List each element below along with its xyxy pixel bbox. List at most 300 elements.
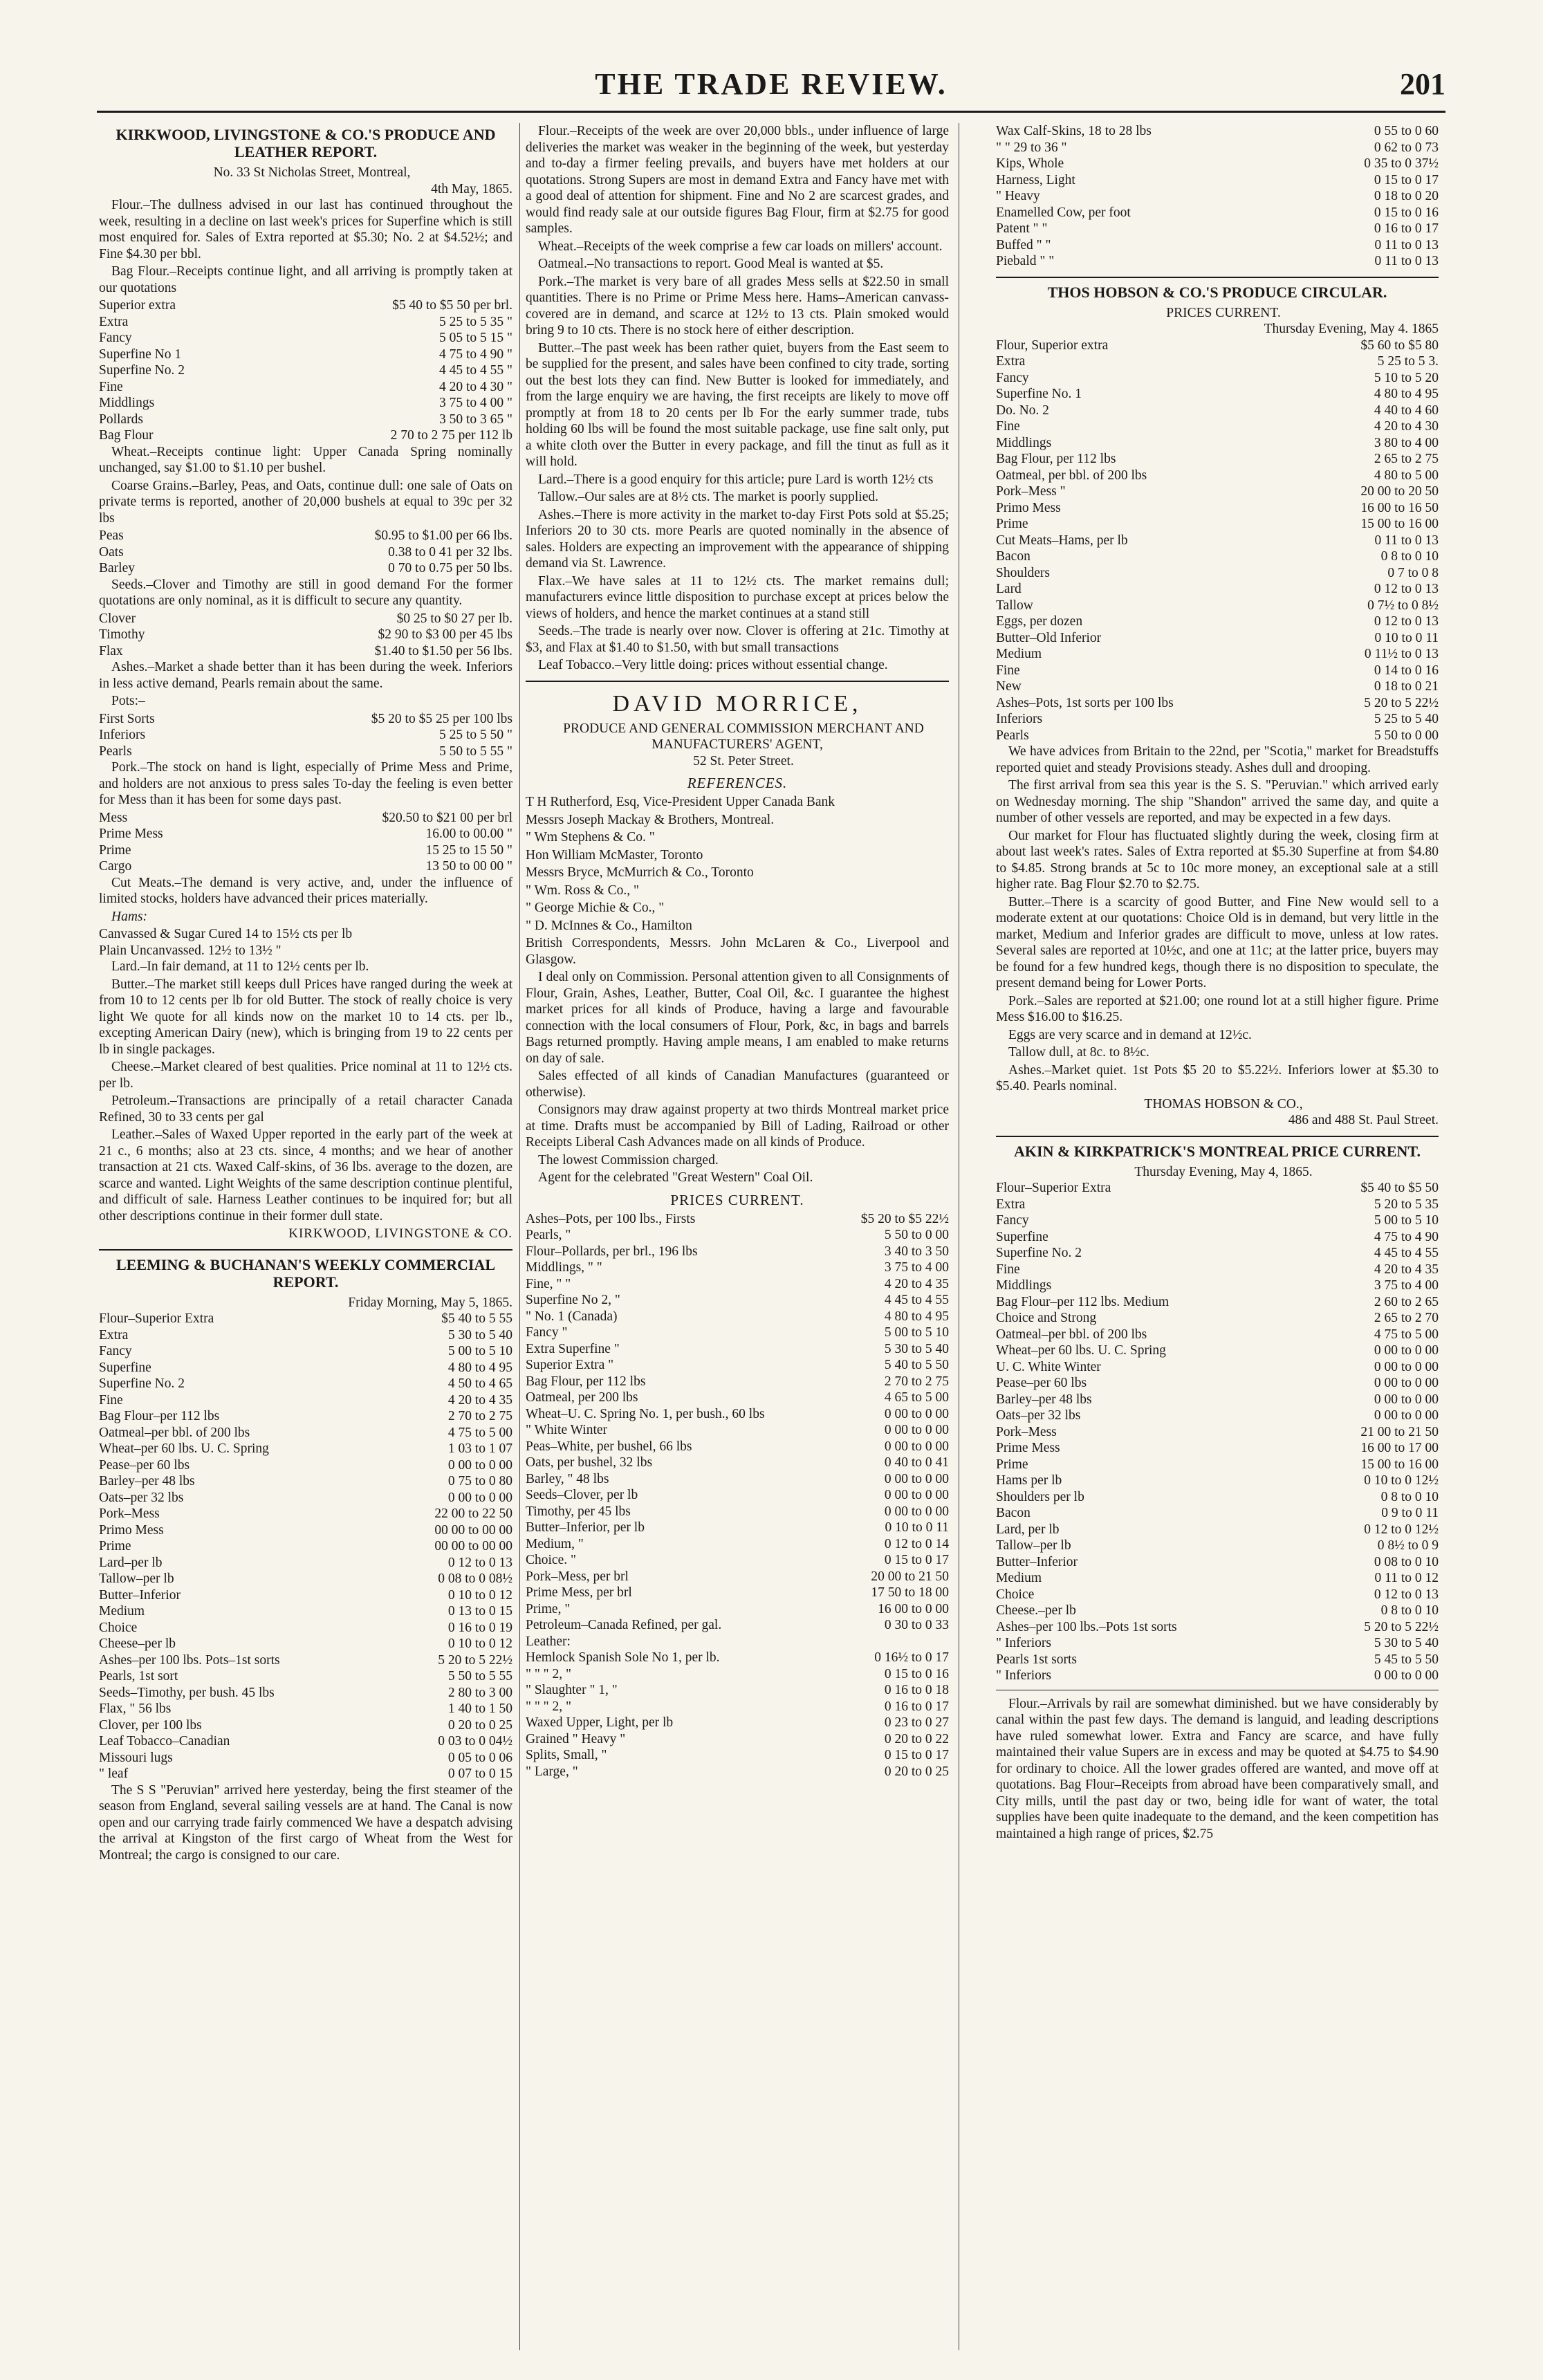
price-row [526, 1504, 949, 1520]
price-label: Buffed " " [996, 237, 1051, 252]
price-label: Prime [99, 842, 131, 858]
price-label: Barley–per 48 lbs [996, 1392, 1092, 1407]
price-value: 1 03 to 1 07 [447, 1441, 512, 1456]
price-value: 4 20 to 4 35 [1374, 1262, 1439, 1277]
price-value: 5 00 to 5 10 [884, 1325, 949, 1340]
price-row [996, 468, 1439, 484]
price-label: Shoulders per lb [996, 1489, 1084, 1504]
reference-line: Messrs Joseph Mackay & Brothers, Montreal. [526, 812, 775, 827]
price-row [526, 1682, 949, 1699]
price-row [526, 1601, 949, 1618]
price-value: 4 45 to 4 55 " [438, 363, 512, 378]
morrice-references-heading: REFERENCES. [687, 775, 788, 791]
price-value: 0 00 to 0 00 [1374, 1359, 1439, 1374]
price-label: Inferiors [99, 728, 146, 742]
price-value: 5 30 to 5 40 [1374, 1636, 1439, 1650]
price-value: 0 20 to 0 25 [884, 1764, 949, 1779]
price-label: Pork–Mess [996, 1424, 1057, 1439]
price-value: 0 11 to 0 12 [1374, 1571, 1439, 1585]
price-row [99, 379, 512, 396]
price-label: Ashes–Pots, 1st sorts per 100 lbs [996, 695, 1174, 710]
price-label: Hemlock Spanish Sole No 1, per lb. [526, 1650, 720, 1665]
price-row [99, 727, 512, 744]
morrice-references [526, 794, 949, 968]
price-row [996, 1505, 1439, 1522]
price-value: 0 00 to 0 00 [884, 1423, 949, 1437]
price-row [996, 1375, 1439, 1392]
price-row [99, 711, 512, 728]
price-label: Extra [99, 1327, 129, 1343]
price-label: Flour–Pollards, per brl., 196 lbs [526, 1244, 698, 1259]
column-middle [526, 123, 949, 2336]
price-label: Tallow–per lb [996, 1538, 1071, 1553]
price-row [996, 451, 1439, 468]
price-row [99, 330, 512, 347]
hobson-date: Thursday Evening, May 4. 1865 [1264, 322, 1439, 336]
price-row [99, 1620, 512, 1636]
price-label: " Heavy [996, 189, 1040, 203]
price-label: Clover, per 100 lbs [99, 1717, 202, 1733]
price-row [996, 1554, 1439, 1571]
section-rule [996, 277, 1439, 278]
price-value: 0 15 to 0 17 [884, 1748, 949, 1762]
price-row [996, 221, 1439, 237]
price-row [99, 347, 512, 363]
price-label: New [996, 679, 1022, 694]
price-row [996, 1294, 1439, 1311]
price-label: " White Winter [526, 1423, 608, 1437]
price-value: 4 40 to 4 60 [1374, 403, 1439, 418]
price-value: 5 30 to 5 40 [884, 1341, 949, 1356]
price-label: Lard–per lb [99, 1555, 163, 1570]
price-value: 0 12 to 0 12½ [1364, 1522, 1439, 1537]
price-value [506, 943, 512, 959]
price-value: 5 50 to 0 00 [1374, 728, 1439, 743]
price-label: Medium [99, 1604, 145, 1618]
price-value: 0 30 to 0 33 [884, 1618, 949, 1632]
price-value: 0 12 to 0 13 [447, 1555, 512, 1570]
price-value: $5 60 to $5 80 [1360, 338, 1439, 353]
price-value: 16 00 to 16 50 [1360, 500, 1439, 515]
price-value: 3 80 to 4 00 [1374, 435, 1439, 450]
price-row [99, 1766, 512, 1782]
price-row [99, 314, 512, 331]
price-value: $5 20 to $5 22½ [860, 1211, 949, 1226]
price-label: Prime [99, 1539, 131, 1553]
price-label: U. C. White Winter [996, 1359, 1101, 1374]
price-label: Prime [996, 1457, 1028, 1472]
price-value: 0 00 to 0 00 [447, 1490, 512, 1505]
price-value: 5 50 to 5 55 [447, 1669, 512, 1683]
price-row [99, 1311, 512, 1327]
price-row [99, 926, 512, 943]
price-row [996, 1652, 1439, 1668]
price-label: Lard, per lb [996, 1522, 1060, 1537]
akin-price-table [996, 1180, 1439, 1684]
price-row [996, 1277, 1439, 1294]
price-label: Butter–Old Inferior [996, 630, 1102, 645]
price-row [996, 418, 1439, 435]
price-label: Pollards [99, 412, 143, 427]
price-row [996, 679, 1439, 695]
price-row [996, 188, 1439, 205]
reference-line: " Wm Stephens & Co. " [526, 830, 655, 845]
price-value: 00 00 to 00 00 [434, 1539, 512, 1553]
price-label: Choice. " [526, 1553, 576, 1567]
price-label: Wheat–per 60 lbs. U. C. Spring [996, 1343, 1166, 1358]
price-value: 5 45 to 5 50 [1374, 1652, 1439, 1667]
price-label: Choice [99, 1620, 138, 1635]
price-row [996, 1473, 1439, 1489]
price-value: 0 16½ to 0 17 [874, 1650, 949, 1665]
price-label: Pearls, 1st sort [99, 1669, 178, 1683]
price-label: Bag Flour–per 112 lbs. Medium [996, 1294, 1170, 1309]
price-label: Pearls, " [526, 1228, 571, 1242]
price-row [996, 711, 1439, 728]
price-row [996, 728, 1439, 744]
price-row [996, 1489, 1439, 1506]
price-value: 0 18 to 0 21 [1374, 679, 1439, 694]
article-paragraph: Butter.–There is a scarcity of good Butter, and Fine New would sell to a moderate extent at our quotations: Choice Old is in demand, but very little in the market, Medium and Inferior grades are difficult to move, unless at low rates. Several sales are reported at 10½c, and one at 11c; at the latter price, buyers may be found for a few hundred kegs, though there is no disposition to speculate, the present demand being for Lower Ports. [996, 894, 1439, 990]
article-paragraph: Tallow dull, at 8c. to 8½c. [1008, 1045, 1149, 1060]
reference-line: British Correspondents, Messrs. John McLaren & Co., Liverpool and Glasgow. [526, 936, 949, 967]
price-label: Kips, Whole [996, 156, 1064, 171]
article-paragraph: We have advices from Britain to the 22nd, per "Scotia," market for Breadstuffs reported quiet and steady Provisions steady. Ashes dull and drooping. [996, 744, 1439, 775]
price-value: 4 20 to 4 30 [1374, 419, 1439, 434]
price-row [526, 1520, 949, 1536]
price-row [996, 353, 1439, 370]
price-value: 3 75 to 4 00 [1374, 1278, 1439, 1293]
kirkwood-pork-table [99, 810, 512, 875]
price-label: Hams per lb [996, 1473, 1062, 1488]
price-row [996, 123, 1439, 140]
price-value: 4 20 to 4 35 [447, 1392, 512, 1408]
price-row [526, 1260, 949, 1276]
price-row [996, 483, 1439, 500]
price-value: 4 20 to 4 30 " [438, 379, 512, 394]
price-label: Butter–Inferior, per lb [526, 1520, 645, 1535]
price-label: Barley–per 48 lbs [99, 1474, 195, 1488]
section-rule [996, 1136, 1439, 1137]
column-rule [519, 123, 520, 2350]
price-label: Pease–per 60 lbs [996, 1376, 1087, 1390]
price-value: 0 10 to 0 12½ [1364, 1473, 1439, 1488]
article-paragraph: Butter.–The past week has been rather quiet, buyers from the East seem to be supplied for the present, and sales have been confined to city trade, sorting out the best lots they can find. New Butter is looked for immediately, and from the large enquiry we are having, the first receipts are likely to move off promptly at from 18 to 20 cents per lb For the early summer trade, tubs holding 60 lbs will be found the most suitable package, use fine salt only, put a white cloth over the Butter in every package, and fill the tinut as full as it will hold. [526, 340, 949, 469]
price-label: Inferiors [996, 712, 1043, 726]
price-row [99, 1555, 512, 1571]
price-value: 0 8½ to 0 9 [1377, 1538, 1439, 1553]
section-rule [99, 1249, 512, 1251]
price-label: Bag Flour–per 112 lbs [99, 1409, 220, 1423]
price-value: 4 75 to 5 00 [447, 1425, 512, 1440]
price-label: " " " 2, " [526, 1699, 571, 1714]
price-label: Fancy [996, 1213, 1029, 1228]
article-paragraph: Ashes.–There is more activity in the market to-day First Pots sold at $5.25; Inferiors 20 to 30 cts. more Pearls are quoted nominally in the absence of sales. Holders are expecting an improvement with the appearance of shipping demand via St. Lawrence. [526, 507, 949, 571]
hobson-price-table [996, 338, 1439, 744]
article-paragraph: The first arrival from sea this year is the S. S. "Peruvian." which arrived early on Wednesday morning. The ship "Shandon" arrived the same day, and quite a number of other vessels are reported, and may be expected in a few days. [996, 778, 1439, 825]
price-value: 15 00 to 16 00 [1360, 1457, 1439, 1472]
price-value: 5 20 to 5 22½ [1364, 1619, 1439, 1634]
price-row [99, 395, 512, 412]
price-value [830, 1634, 949, 1650]
article-paragraph: Lard.–In fair demand, at 11 to 12½ cents per lb. [111, 959, 369, 974]
kirkwood-title: KIRKWOOD, LIVINGSTONE & CO.'S PRODUCE AND LEATHER REPORT. [116, 126, 496, 160]
price-label: Clover [99, 611, 136, 626]
price-row [526, 1325, 949, 1341]
article-paragraph: Sales effected of all kinds of Canadian Manufactures (guaranteed or otherwise). [526, 1069, 949, 1100]
price-label: Superfine No. 1 [996, 387, 1082, 401]
price-row [99, 611, 512, 627]
price-label: Bacon [996, 1506, 1031, 1520]
article-paragraph: Leaf Tobacco.–Very little doing: prices without essential change. [538, 658, 888, 672]
price-value: 0 9 to 0 11 [1381, 1506, 1439, 1520]
price-label: Wheat–per 60 lbs. U. C. Spring [99, 1441, 269, 1456]
price-label: Extra [99, 314, 129, 329]
pots-label: Pots:– [111, 694, 145, 708]
price-row [996, 1212, 1439, 1229]
article-paragraph: Flour.–Receipts of the week are over 20,000 bbls., under influence of large deliveries the market was weaker in the beginning of the week, but yesterday and to-day a firmer feeling prevails, and buyers have met holders at our quotations. Strong Supers are most in demand Extra and Fancy have met with a good deal of attention for shipment. Fine and No 2 are scarcest grades, and would find ready sale at our outside figures Bag Flour, firm at $2.75 for good samples. [526, 124, 949, 236]
price-label: Barley [99, 561, 135, 575]
page-title: THE TRADE REVIEW. [595, 67, 948, 101]
price-label: Oatmeal–per bbl. of 200 lbs [996, 1327, 1147, 1342]
akin-date: Thursday Evening, May 4, 1865. [1134, 1164, 1313, 1179]
price-value: 1 40 to 1 50 [447, 1701, 512, 1716]
price-value: 0 8 to 0 10 [1380, 1603, 1439, 1618]
price-row [99, 1360, 512, 1376]
hobson-title: THOS HOBSON & CO.'S PRODUCE CIRCULAR. [1047, 283, 1387, 301]
price-label: Middlings [996, 1278, 1052, 1293]
price-label: Prime Mess [99, 827, 163, 841]
article-paragraph: Oatmeal.–No transactions to report. Good Meal is wanted at $5. [538, 257, 884, 271]
price-label: " Large, " [526, 1764, 578, 1779]
kirkwood-ham-table [99, 926, 512, 959]
price-label: Waxed Upper, Light, per lb [526, 1715, 674, 1730]
price-value: 0 13 to 0 15 [447, 1604, 512, 1618]
price-value: 0 70 to 0.75 per 50 lbs. [388, 561, 512, 575]
price-value: 0 20 to 0 22 [884, 1731, 949, 1746]
price-row [99, 1652, 512, 1669]
price-row [526, 1227, 949, 1244]
morrice-address: 52 St. Peter Street. [693, 753, 794, 768]
morrice-price-table [526, 1211, 949, 1780]
price-label: Middlings [99, 396, 155, 410]
price-value: $5 40 to $5 50 [1360, 1181, 1439, 1195]
price-row [526, 1666, 949, 1683]
kirkwood-date: 4th May, 1865. [431, 181, 512, 196]
leeming-title: LEEMING & BUCHANAN'S WEEKLY COMMERCIAL REPORT. [116, 1255, 496, 1291]
price-row [996, 1180, 1439, 1197]
price-value: 0 10 to 0 12 [447, 1636, 512, 1651]
price-label: Barley, " 48 lbs [526, 1471, 609, 1486]
price-value: 0 12 to 0 13 [1374, 614, 1439, 629]
price-value: 0 00 to 0 00 [1374, 1668, 1439, 1683]
price-label: Ashes–per 100 lbs.–Pots 1st sorts [996, 1619, 1177, 1634]
article-paragraph: Agent for the celebrated "Great Western" Coal Oil. [538, 1170, 813, 1185]
article-paragraph: Wheat.–Receipts continue light: Upper Canada Spring nominally unchanged, say $1.00 to $1.10 per bushel. [99, 444, 512, 475]
price-row [996, 565, 1439, 582]
price-label: Seeds–Clover, per lb [526, 1488, 638, 1502]
price-value: 0 16 to 0 18 [884, 1683, 949, 1697]
price-row [996, 1245, 1439, 1262]
price-row [526, 1585, 949, 1601]
price-value: 13 50 to 00 00 " [425, 859, 512, 874]
price-label: Superfine No 1 [99, 347, 182, 362]
price-label: Butter–Inferior [996, 1554, 1078, 1569]
price-row [996, 172, 1439, 189]
price-row [99, 1733, 512, 1750]
section-rule [526, 681, 949, 682]
price-label: Seeds–Timothy, per bush. 45 lbs [99, 1685, 275, 1700]
article-paragraph: Leather.–Sales of Waxed Upper reported in the early part of the week at 21 c., 6 months; also at 23 cts. since, 4 months; and we hear of another transaction at 21 cts. Waxed Calf-skins, of 36 lbs. average to the dozen, are scarce and wanted. Light Weights of the same description continue plentiful, and difficult of sale. Harness Leather continues to be inquired for; but all other descriptions continue in their former dull state. [99, 1127, 512, 1224]
price-value: 0 00 to 0 00 [884, 1488, 949, 1502]
price-value: 0 00 to 0 00 [447, 1457, 512, 1473]
price-label: Do. No. 2 [996, 403, 1049, 418]
price-value: 4 45 to 4 55 [1374, 1246, 1439, 1260]
price-label: Oatmeal, per bbl. of 200 lbs [996, 468, 1147, 483]
price-label: Superfine [996, 1229, 1048, 1244]
price-value: 4 75 to 4 90 " [438, 347, 512, 362]
reference-line: Messrs Bryce, McMurrich & Co., Toronto [526, 865, 754, 880]
price-row [996, 435, 1439, 452]
price-value: 0 08 to 0 08½ [438, 1571, 512, 1586]
price-value: 5 10 to 5 20 [1374, 370, 1439, 385]
price-label: Shoulders [996, 565, 1050, 580]
article-paragraph: Consignors may draw against property at two thirds Montreal market price at time. Drafts must be accompanied by Bill of Lading, Railroad or other Receipts Liberal Cash Advances made on all kinds of Produce. [526, 1103, 949, 1150]
price-label: Superior Extra " [526, 1358, 614, 1372]
price-label: Primo Mess [99, 1522, 164, 1538]
price-value: 0 08 to 0 10 [1374, 1554, 1439, 1569]
price-row [996, 1440, 1439, 1457]
price-value: 0 11 to 0 13 [1374, 254, 1439, 268]
price-value: $20.50 to $21 00 per brl [382, 810, 512, 825]
price-value: 4 75 to 4 90 [1374, 1229, 1439, 1244]
price-row [996, 598, 1439, 614]
price-label: Pork–Mess [99, 1506, 160, 1521]
price-row [99, 643, 512, 660]
hams-label: Hams: [111, 909, 147, 924]
price-row [526, 1341, 949, 1358]
price-label: Superfine No. 2 [99, 1376, 185, 1391]
price-row [996, 1619, 1439, 1636]
article-paragraph: Flour.–Arrivals by rail are somewhat diminished. but we have considerably by canal within the past few days. The demand is languid, and leading descriptions have ruled somewhat lower. Extra and Fancy are scarce, and have fully maintained their value Supers are in excess and may be quoted at $4.75 to $4.90 for ordinary to choice. All the lower grades offered are wanted, and move off at quotations. Bag Flour–Receipts from abroad have been comparatively small, and City mills, until the past day or two, being idle for want of water, the total supplies have been quite inadequate to the demand, and the keen competition has maintained a high range of prices, $2.75 [996, 1696, 1439, 1841]
price-label: Middlings [996, 435, 1052, 450]
price-row [526, 1650, 949, 1666]
price-value: $1.40 to $1.50 per 56 lbs. [374, 643, 512, 658]
price-value: 4 80 to 4 95 [447, 1360, 512, 1375]
price-row [996, 1343, 1439, 1359]
price-label: Splits, Small, " [526, 1748, 607, 1762]
price-value: 4 20 to 4 35 [884, 1276, 949, 1291]
price-row [996, 663, 1439, 679]
price-row [99, 1701, 512, 1717]
price-row [996, 1310, 1439, 1327]
price-row [99, 1473, 512, 1490]
price-label: Flour–Superior Extra [99, 1311, 214, 1326]
price-row [99, 1441, 512, 1457]
leeming-date: Friday Morning, May 5, 1865. [348, 1295, 512, 1310]
price-row [99, 842, 512, 859]
price-value: 0 11 to 0 13 [1374, 237, 1439, 252]
price-row [996, 1538, 1439, 1554]
price-row [526, 1715, 949, 1731]
price-value: 0 00 to 0 00 [884, 1406, 949, 1421]
price-row [996, 338, 1439, 354]
price-value: 3 75 to 4 00 [884, 1260, 949, 1275]
price-row [99, 1685, 512, 1701]
price-label: Cheese–per lb [99, 1636, 176, 1651]
price-label: Oatmeal, per 200 lbs [526, 1390, 638, 1405]
price-row [526, 1406, 949, 1423]
price-value: 2 65 to 2 70 [1374, 1311, 1439, 1325]
price-row [99, 1538, 512, 1555]
price-value: 2 70 to 2 75 [884, 1374, 949, 1389]
price-row [526, 1487, 949, 1504]
article-paragraph: Seeds.–The trade is nearly over now. Clover is offering at 21c. Timothy at $3, and Flax at $1.40 to $1.50, with but small transactions [526, 624, 949, 655]
kirkwood-grain-table [99, 528, 512, 577]
price-row [99, 1717, 512, 1734]
price-label: Pearls [996, 728, 1029, 743]
price-label: Superfine No 2, " [526, 1293, 620, 1307]
price-row [526, 1390, 949, 1406]
price-label: Peas [99, 528, 124, 543]
price-value: 4 45 to 4 55 [884, 1293, 949, 1307]
price-label: Oats [99, 544, 124, 560]
price-value: 0 62 to 0 73 [1374, 140, 1439, 155]
article-paragraph: Ashes.–Market a shade better than it has been during the week. Inferiors in less active demand, Pearls remain about the same. [99, 660, 512, 691]
price-row [526, 1764, 949, 1780]
price-row [526, 1422, 949, 1439]
price-value: $0 25 to $0 27 per lb. [396, 611, 512, 626]
price-value: 5 00 to 5 10 [447, 1344, 512, 1358]
price-label: Petroleum–Canada Refined, per gal. [526, 1618, 722, 1632]
article-paragraph: Wheat.–Receipts of the week comprise a few car loads on millers' account. [538, 239, 943, 254]
price-label: Fancy [99, 331, 132, 345]
price-row [99, 528, 512, 544]
price-label: Butter–Inferior [99, 1587, 181, 1603]
price-row [99, 1636, 512, 1652]
price-row [99, 1522, 512, 1539]
article-paragraph: Pork.–The market is very bare of all grades Mess sells at $22.50 in small quantities. There is no Prime or Prime Mess here. Hams–American canvass-covered are in demand, and scarce at 12½ to 13 cts. Plain smoked would bring 9 to 10 cts. There is no stock here of either description. [526, 274, 949, 338]
price-value: $5 20 to $5 25 per 100 lbs [371, 711, 512, 726]
price-row [996, 1359, 1439, 1376]
morrice-name: DAVID MORRICE, [612, 690, 862, 717]
price-row [996, 533, 1439, 549]
price-value: 4 50 to 4 65 [447, 1376, 512, 1391]
price-row [99, 858, 512, 875]
price-row [996, 386, 1439, 403]
price-label: Lard [996, 582, 1022, 596]
price-row [996, 1668, 1439, 1684]
price-value: 5 00 to 5 10 [1374, 1213, 1439, 1228]
price-value: $5 40 to 5 55 [441, 1311, 512, 1326]
price-label: Peas–White, per bushel, 66 lbs [526, 1439, 692, 1454]
article-paragraph: Butter.–The market still keeps dull Prices have ranged during the week at from 10 to 12 cents per lb for old Butter. The stock of really choice is very light We quote for all kinds now on the market 10 to 14 cts. per lb., excepting American Dairy (new), which is bringing from 19 to 22 cents per lb in single packages. [99, 977, 512, 1057]
price-value: 0 00 to 0 00 [1374, 1343, 1439, 1358]
price-row [996, 1587, 1439, 1603]
article-paragraph: Lard.–There is a good enquiry for this article; pure Lard is worth 12½ cts [538, 472, 934, 487]
price-label: Prime, " [526, 1601, 571, 1616]
price-label: Fancy " [526, 1325, 568, 1340]
header-rule [97, 111, 1445, 113]
price-label: Tallow–per lb [99, 1571, 174, 1586]
price-label: Choice [996, 1587, 1035, 1602]
price-label: Extra [996, 1197, 1026, 1212]
price-value: 0 14 to 0 16 [1374, 663, 1439, 678]
price-value: 5 25 to 5 50 " [438, 728, 512, 742]
price-label: Oatmeal–per bbl. of 200 lbs [99, 1425, 250, 1440]
price-row [996, 1635, 1439, 1652]
price-row [996, 403, 1439, 419]
